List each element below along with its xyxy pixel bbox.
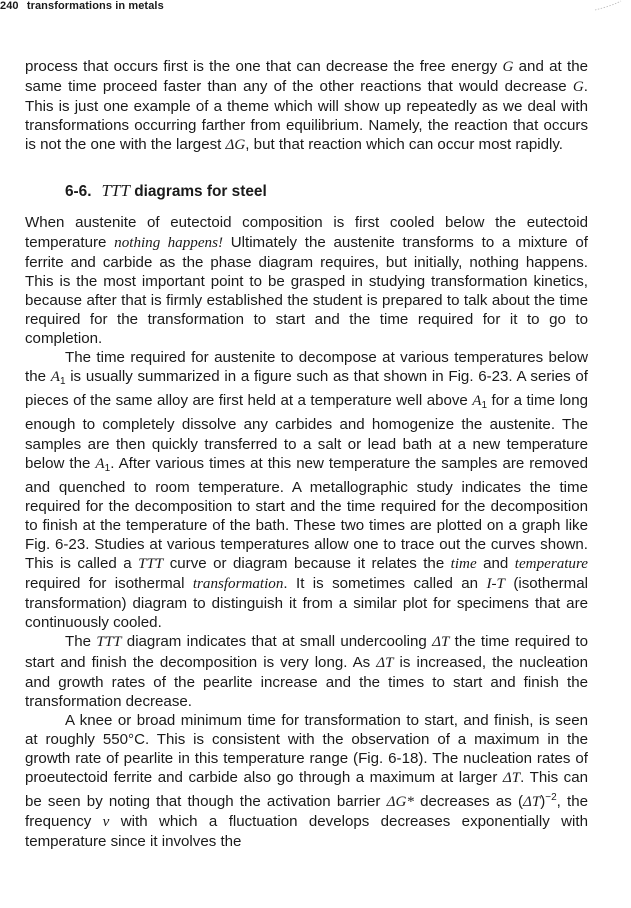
page-body: [25, 57, 588, 851]
paragraph-knee: A knee or broad minimum time for transformation to start, and finish, is seen at roughly 550°C. This is consistent with the observation of a maximum in the growth rate of pearlite in this temperature range (Fig. 6-18). The nucleation rates of proeutectoid ferrite and carbide also go through a maximum at larger ΔT. This can be seen by noting that though the activation barrier ΔG* decreases as $(\Delta T)^{-2}$, the frequency ν with which a fluctuation develops decreases exponentially with temperature since it involves the: [25, 711, 588, 851]
running-title: transformations in metals: [26, 0, 164, 12]
paragraph-austenite: When austenite of eutectoid composition is first cooled below the eutectoid temperature nothing happens! Ultimately the austenite transforms to a mixture of ferrite and carbide as the phase diagram requires, but initially, nothing happens. This is the most important point to be grasped in studying transformation kinetics, because after that is firmly established the student is prepared to talk about the time required for the transformation to start and the time required for it to go to completion.: [25, 214, 588, 348]
page-number: 240: [0, 0, 19, 12]
running-head: [0, 0, 164, 14]
section-number: 6-6.: [65, 183, 92, 201]
section-ttt: TTT: [101, 181, 130, 201]
section-title: diagrams for steel: [134, 183, 267, 201]
paragraph-intro: process that occurs first is the one that can decrease the free energy G and at the same time proceed faster than any of the other reactions that would decrease G. This is just one example of a theme which will show up repeatedly as we deal with transformations occurring farther from equilibrium. Namely, the reaction that occurs is not the one with the largest ΔG, but that reaction which can occur most rapidly.: [25, 58, 588, 154]
paragraph-decomposition: The time required for austenite to decompose at various temperatures below the $A_1$ is usually summarized in a figure such as that shown in Fig. 6-23. A series of pieces of the same alloy are first held at a temperature well above $A_1$ for a time long enough to completely dissolve any carbides and homogenize the austenite. The samples are then quickly transferred to a salt or lead bath at a new temperature below the $A_1$. After various times at this new temperature the samples are removed and quenched to room temperature. A metallographic study indicates the time required for the decomposition to start and the time required for the decomposition to finish at the temperature of the bath. These two times are plotted on a graph like Fig. 6-23. Studies at various temperatures allow one to trace out the curves shown. This is called a TTT curve or diagram because it relates the time and temperature required for isothermal transformation. It is sometimes called an I-T (isothermal transformation) diagram to distinguish it from a similar plot for specimens that are continuously cooled.: [25, 349, 589, 632]
paragraph-undercooling: The TTT diagram indicates that at small undercooling ΔT the time required to start and finish the decomposition is very long. As ΔT is increased, the nucleation and growth rates of the pearlite increase and the times to start and finish the transformation decrease.: [25, 633, 588, 710]
scan-mark-icon: [593, 0, 623, 12]
section-heading: [65, 181, 588, 202]
